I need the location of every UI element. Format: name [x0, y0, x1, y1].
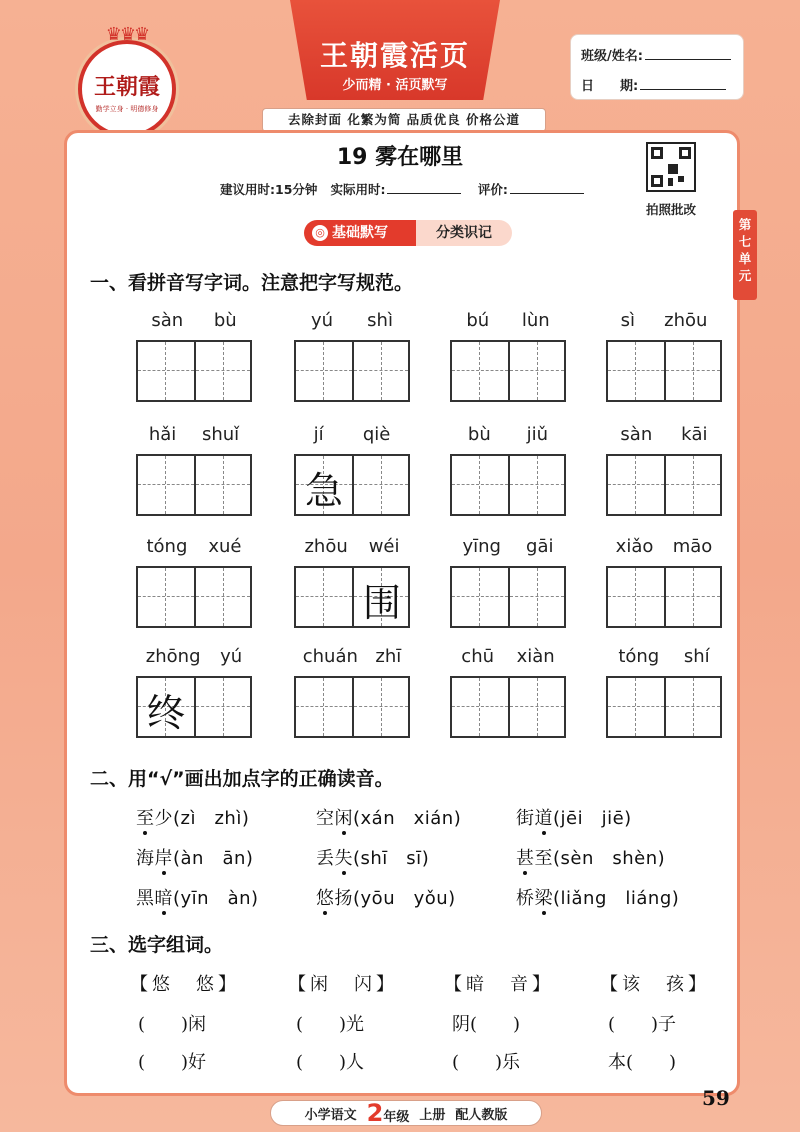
pinyin-label: [136, 646, 252, 672]
time-info: [220, 180, 596, 198]
word-char: 丢: [316, 848, 335, 869]
word-char: 少: [154, 808, 173, 829]
footer-grade-number: 2: [366, 1099, 384, 1127]
pinyin-syllable: sàn: [151, 310, 184, 331]
class-name-field[interactable]: [645, 48, 731, 60]
writing-cell[interactable]: [194, 678, 250, 736]
pinyin-syllable: shuǐ: [201, 424, 240, 445]
pinyin-label: [294, 536, 410, 562]
slogan-strip: 去除封面 化繁为简 品质优良 价格公道: [262, 108, 546, 132]
writing-cell[interactable]: [138, 456, 194, 514]
writing-cell[interactable]: [664, 568, 720, 626]
fill-blank[interactable]: ( )光: [296, 1014, 365, 1035]
reading-item[interactable]: [136, 844, 253, 870]
writing-boxes: [606, 340, 722, 402]
char-pair: 【该 孩】: [600, 974, 710, 995]
writing-boxes: [294, 454, 410, 516]
pinyin-options[interactable]: (jēi jiē): [553, 808, 632, 829]
logo-name: 王朝霞: [93, 74, 160, 100]
pinyin-label: [606, 536, 722, 562]
pinyin-label: [294, 310, 410, 336]
unit-tag: 第七单元: [733, 210, 757, 300]
writing-cell[interactable]: [508, 568, 564, 626]
writing-cell[interactable]: [608, 678, 664, 736]
writing-boxes: [450, 676, 566, 738]
writing-boxes: [294, 340, 410, 402]
dotted-char: 闲: [334, 808, 353, 829]
pinyin-syllable: chuán: [302, 646, 358, 667]
student-info-box: [570, 34, 744, 100]
date-field[interactable]: [640, 78, 726, 90]
logo-slogan: 勤学立身 · 明德修身: [95, 105, 159, 113]
pinyin-options[interactable]: (àn ān): [173, 848, 254, 869]
written-character: 终: [146, 691, 185, 735]
writing-cell[interactable]: [296, 456, 352, 514]
written-character: 围: [362, 581, 401, 625]
writing-cell[interactable]: [452, 678, 508, 736]
pinyin-syllable: tóng: [618, 646, 660, 667]
writing-cell[interactable]: [452, 568, 508, 626]
footer-edition: 配人教版: [455, 1107, 508, 1123]
writing-cell[interactable]: [452, 342, 508, 400]
reading-item[interactable]: [516, 884, 679, 910]
writing-cell[interactable]: [194, 456, 250, 514]
writing-cell[interactable]: [296, 568, 352, 626]
pinyin-label: [450, 536, 566, 562]
writing-boxes: [606, 454, 722, 516]
pinyin-label: [294, 424, 410, 450]
pinyin-label: [136, 536, 252, 562]
pinyin-syllable: kāi: [681, 424, 708, 445]
pinyin-label: [450, 310, 566, 336]
dotted-char: 暗: [154, 888, 173, 909]
actual-time-label: 实际用时:: [330, 182, 386, 197]
word-char: 扬: [334, 888, 353, 909]
badge-icon: ◎: [312, 225, 328, 241]
reading-item[interactable]: [316, 804, 461, 830]
pinyin-syllable: zhōng: [145, 646, 201, 667]
actual-time-field[interactable]: [387, 183, 461, 194]
section2-heading: 二、用“√”画出加点字的正确读音。: [90, 768, 394, 790]
writing-boxes: [606, 566, 722, 628]
lesson-title: 19 雾在哪里: [336, 145, 464, 170]
crown-icon: ♛♛♛: [105, 24, 149, 45]
class-name-row[interactable]: [581, 45, 731, 64]
date-label: 日 期:: [581, 79, 639, 94]
writing-cell[interactable]: [664, 342, 720, 400]
pinyin-syllable: zhōu: [664, 310, 708, 331]
written-character: 急: [304, 469, 343, 513]
pinyin-syllable: xiàn: [516, 646, 555, 667]
dotted-char: 至: [136, 808, 155, 829]
writing-cell[interactable]: [194, 568, 250, 626]
word-char: 桥: [516, 888, 535, 909]
pinyin-options[interactable]: (shī sī): [353, 848, 430, 869]
writing-boxes: [136, 676, 252, 738]
pinyin-options[interactable]: (sèn shèn): [553, 848, 666, 869]
fill-blank[interactable]: ( )乐: [452, 1052, 521, 1073]
pinyin-syllable: sì: [620, 310, 635, 331]
pinyin-label: [136, 424, 252, 450]
reading-item[interactable]: [136, 884, 259, 910]
pinyin-syllable: wéi: [368, 536, 400, 557]
pinyin-label: [294, 646, 410, 672]
dotted-char: 道: [534, 808, 553, 829]
pinyin-syllable: bú: [466, 310, 490, 331]
writing-cell[interactable]: [508, 456, 564, 514]
footer-strip: [270, 1100, 542, 1126]
writing-cell[interactable]: [352, 678, 408, 736]
fill-blank[interactable]: ( )好: [138, 1052, 207, 1073]
writing-boxes: [606, 676, 722, 738]
writing-cell[interactable]: [352, 342, 408, 400]
reading-item[interactable]: [516, 844, 665, 870]
reading-item[interactable]: [516, 804, 632, 830]
reading-item[interactable]: [136, 804, 249, 830]
char-pair: 【悠 悠】: [130, 974, 240, 995]
pinyin-label: [136, 310, 252, 336]
fill-blank[interactable]: ( )闲: [138, 1014, 207, 1035]
writing-cell[interactable]: [664, 678, 720, 736]
writing-cell[interactable]: [352, 568, 408, 626]
pinyin-label: [606, 646, 722, 672]
pinyin-syllable: shí: [683, 646, 710, 667]
page-number: 59: [702, 1086, 730, 1110]
word-char: 空: [316, 808, 335, 829]
pinyin-syllable: jiǔ: [526, 424, 549, 445]
writing-cell[interactable]: [608, 456, 664, 514]
fill-blank[interactable]: 阴( ): [452, 1014, 521, 1035]
word-char: 街: [516, 808, 535, 829]
char-pair: 【闲 闪】: [288, 974, 398, 995]
pinyin-syllable: xué: [208, 536, 242, 557]
pinyin-syllable: shì: [367, 310, 393, 331]
writing-cell[interactable]: [194, 342, 250, 400]
tab-classified-memory[interactable]: 分类识记: [416, 220, 512, 246]
pinyin-label: [606, 424, 722, 450]
writing-boxes: [450, 340, 566, 402]
writing-boxes: [136, 340, 252, 402]
pinyin-syllable: sàn: [620, 424, 653, 445]
pinyin-options[interactable]: (liǎng liáng): [553, 888, 680, 909]
char-pair: 【暗 音】: [444, 974, 554, 995]
pinyin-syllable: xiǎo: [615, 536, 654, 557]
writing-boxes: [450, 454, 566, 516]
qr-code-icon[interactable]: [646, 142, 696, 192]
evaluate-label: 评价:: [477, 182, 508, 197]
reading-item[interactable]: [316, 884, 456, 910]
fill-blank[interactable]: ( )子: [608, 1014, 677, 1035]
pinyin-syllable: jí: [313, 424, 324, 445]
dotted-char: 岸: [154, 848, 173, 869]
fill-blank[interactable]: ( )人: [296, 1052, 365, 1073]
pinyin-label: [450, 424, 566, 450]
pinyin-syllable: tóng: [146, 536, 188, 557]
pinyin-syllable: māo: [672, 536, 713, 557]
pinyin-syllable: lùn: [521, 310, 550, 331]
writing-cell[interactable]: [138, 678, 194, 736]
writing-cell[interactable]: [608, 568, 664, 626]
pinyin-syllable: hǎi: [148, 424, 177, 445]
footer-grade-label: 年级: [383, 1110, 410, 1125]
pinyin-syllable: zhī: [375, 646, 402, 667]
evaluate-field[interactable]: [510, 183, 584, 194]
banner-title: 王朝霞活页: [319, 39, 470, 72]
writing-cell[interactable]: [664, 456, 720, 514]
pinyin-syllable: gāi: [526, 536, 554, 557]
section1-heading: 一、看拼音写字词。注意把字写规范。: [90, 272, 414, 294]
banner-subtitle: 少而精 · 活页默写: [342, 78, 448, 93]
date-row[interactable]: [581, 75, 726, 94]
pinyin-syllable: bù: [213, 310, 237, 331]
dotted-char: 悠: [316, 888, 335, 909]
pinyin-label: [450, 646, 566, 672]
writing-cell[interactable]: [608, 342, 664, 400]
writing-boxes: [450, 566, 566, 628]
suggested-time: 建议用时:15分钟: [220, 182, 318, 197]
writing-cell[interactable]: [138, 342, 194, 400]
fill-blank[interactable]: 本( ): [608, 1052, 677, 1073]
class-name-label: 班级/姓名:: [581, 49, 643, 64]
pinyin-syllable: yú: [220, 646, 243, 667]
pinyin-label: [606, 310, 722, 336]
dotted-char: 失: [334, 848, 353, 869]
pinyin-syllable: yú: [311, 310, 334, 331]
footer-subject: 小学语文: [304, 1107, 357, 1123]
pinyin-options[interactable]: (zì zhì): [173, 808, 250, 829]
writing-boxes: [294, 566, 410, 628]
word-char: 黑: [136, 888, 155, 909]
writing-boxes: [136, 454, 252, 516]
pinyin-syllable: yīng: [462, 536, 501, 557]
writing-cell[interactable]: [352, 456, 408, 514]
writing-cell[interactable]: [508, 342, 564, 400]
pinyin-options[interactable]: (yōu yǒu): [353, 888, 456, 909]
qr-label: 拍照批改: [645, 202, 696, 217]
pinyin-options[interactable]: (xán xián): [353, 808, 462, 829]
pinyin-syllable: qiè: [362, 424, 391, 445]
writing-boxes: [136, 566, 252, 628]
word-char: 至: [534, 848, 553, 869]
brand-logo: [78, 24, 176, 138]
writing-cell[interactable]: [296, 678, 352, 736]
writing-cell[interactable]: [508, 678, 564, 736]
writing-cell[interactable]: [296, 342, 352, 400]
dotted-char: 甚: [516, 848, 535, 869]
pinyin-options[interactable]: (yīn àn): [173, 888, 259, 909]
pinyin-syllable: chū: [461, 646, 495, 667]
dotted-char: 梁: [534, 888, 553, 909]
word-char: 海: [136, 848, 155, 869]
writing-cell[interactable]: [138, 568, 194, 626]
writing-cell[interactable]: [452, 456, 508, 514]
section3-heading: 三、选字组词。: [90, 934, 224, 956]
tab-basic-dictation[interactable]: ◎ 基础默写: [304, 220, 416, 246]
reading-item[interactable]: [316, 844, 429, 870]
pinyin-syllable: zhōu: [304, 536, 348, 557]
pinyin-syllable: bù: [467, 424, 491, 445]
writing-boxes: [294, 676, 410, 738]
footer-term: 上册: [419, 1107, 446, 1123]
